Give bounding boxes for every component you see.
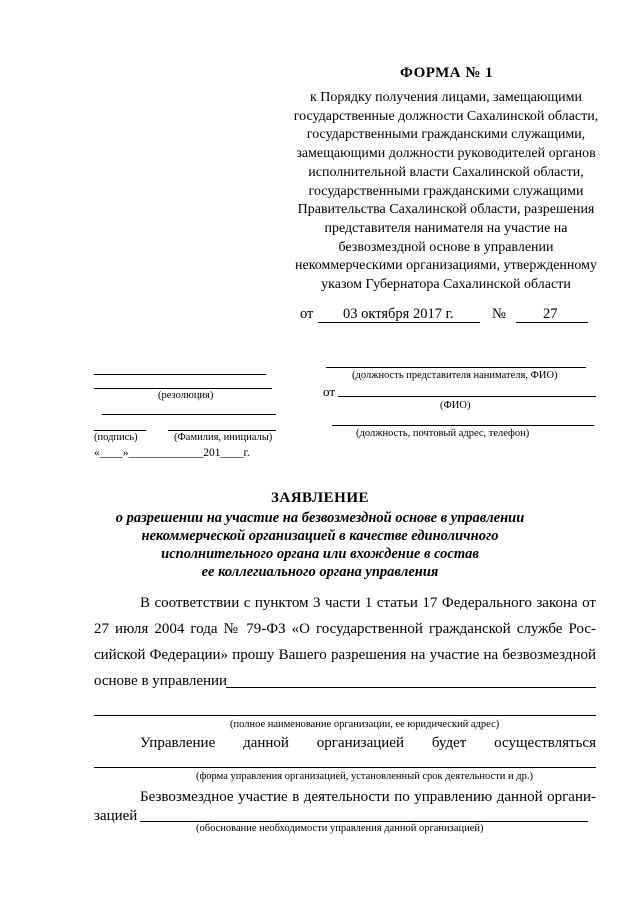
- paragraph-3-line-2: зацией: [94, 808, 138, 824]
- application-title: ЗАЯВЛЕНИЕ: [270, 490, 370, 506]
- number-label: №: [492, 306, 506, 322]
- signature-line: [94, 430, 146, 431]
- document-date: 03 октября 2017 г.: [343, 306, 454, 322]
- addressee-from-label: от: [323, 384, 336, 399]
- paragraph-1-line-3: сийской Федерации» прошу Вашего разрешения на участие на безвозмездной: [94, 647, 596, 663]
- application-subtitle-2: некоммерческой организацией в качестве единоличного: [141, 528, 499, 544]
- paragraph-1-line-2: 27 июля 2004 года № 79-ФЗ «О государственной гражданской службе Рос-: [94, 621, 596, 637]
- application-subtitle-3: исполнительного органа или вхождение в состав: [161, 546, 479, 562]
- signature-caption: (подпись): [94, 432, 138, 443]
- organization-line-2: [94, 715, 596, 716]
- position-caption: (должность представителя нанимателя, ФИО): [352, 370, 558, 381]
- reason-caption: (обоснование необходимости управления данной организацией): [196, 823, 484, 834]
- resolution-line-1: [94, 374, 266, 375]
- organization-fill-line: [226, 687, 596, 688]
- date-from-label: от: [300, 306, 314, 322]
- contact-caption: (должность, почтовый адрес, телефон): [356, 428, 530, 439]
- application-subtitle-1: о разрешении на участие на безвозмездной основе в управлении: [115, 510, 525, 526]
- form-title: ФОРМА № 1: [400, 65, 494, 81]
- paragraph-1-line-4: основе в управлении: [94, 673, 228, 689]
- document-number: 27: [543, 306, 558, 322]
- paragraph-2: Управление данной организацией будет осуществляться: [140, 735, 596, 751]
- addressee-fio-line: [338, 396, 596, 397]
- name-line: [168, 430, 276, 431]
- management-form-caption: (форма управления организацией, установленный срок деятельности и др.): [196, 771, 533, 782]
- application-subtitle-4: ее коллегиального органа управления: [201, 564, 439, 580]
- fio-caption: (ФИО): [440, 400, 471, 411]
- paragraph-3-line-1: Безвозмездное участие в деятельности по управлению данной органи-: [140, 789, 596, 805]
- resolution-line-2: [94, 388, 272, 389]
- management-form-line: [94, 767, 596, 768]
- reason-fill-line: [140, 821, 588, 822]
- intro-text: к Порядку получения лицами, замещающими государственные должности Сахалинской области, государственными гражданскими служащими, замещающими должности руководителей органов исполнительной власти Сахалинской области, государственными гражданскими служащими Правительства Сахалинской области, разрешения представителя нанимателя на участие на безвозмездной основе в управлении некоммерческими организациями, утвержденному указом Губернатора Сахалинской области: [293, 90, 599, 293]
- resolution-line-3: [102, 414, 276, 415]
- paragraph-1-line-1: В соответствии с пунктом 3 части 1 статьи 17 Федерального закона от: [140, 595, 596, 611]
- organization-caption: (полное наименование организации, ее юридический адрес): [230, 719, 500, 730]
- addressee-position-line: [326, 367, 586, 368]
- addressee-contact-line: [332, 425, 594, 426]
- resolution-caption: (резолюция): [158, 390, 214, 401]
- name-caption: (Фамилия, инициалы): [174, 432, 273, 443]
- resolution-date-line: «____»_____________201____г.: [94, 447, 250, 459]
